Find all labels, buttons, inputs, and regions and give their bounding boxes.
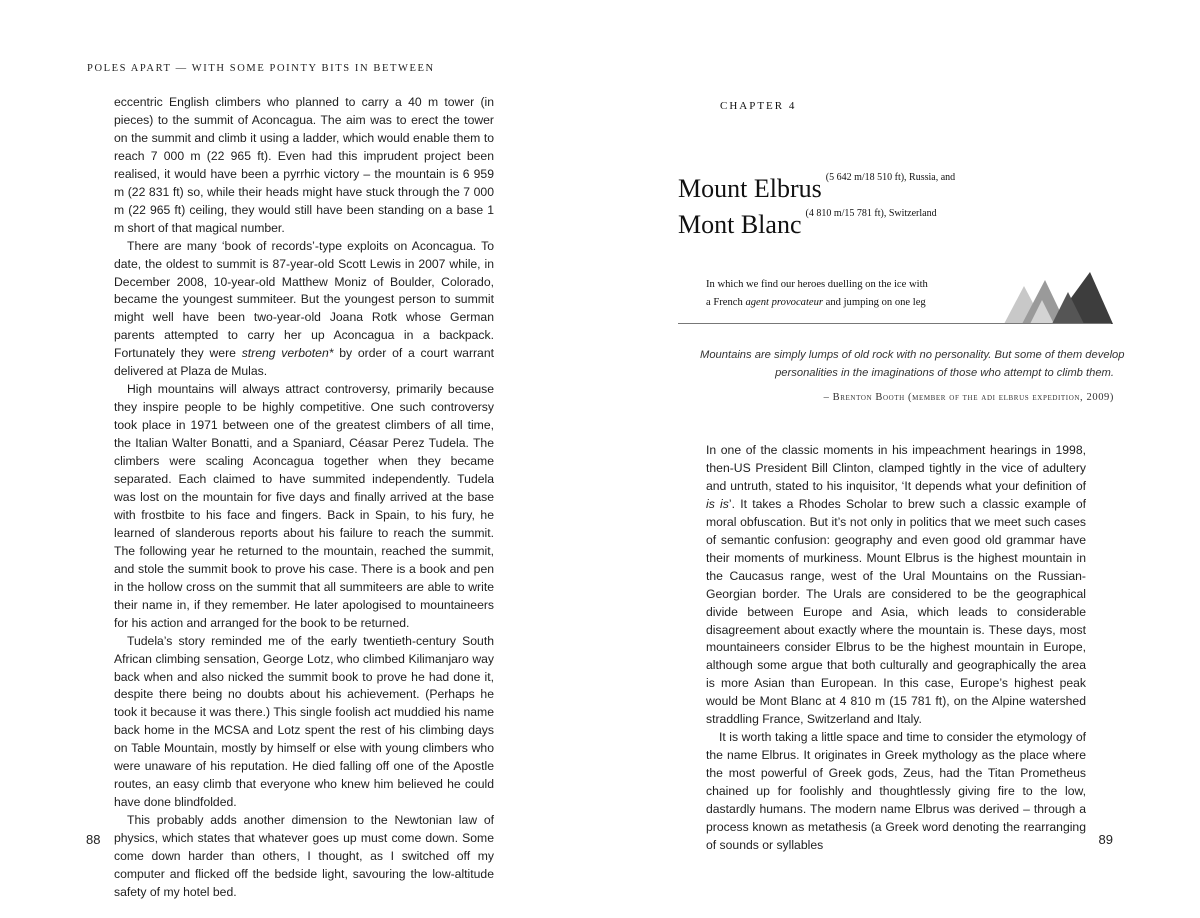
intro-line-2: a French agent provocateur and jumping on one leg — [706, 297, 926, 308]
italic-phrase: streng verboten* — [241, 346, 334, 361]
title-rule — [678, 323, 1111, 324]
chapter-title-line-2 — [678, 210, 937, 240]
paragraph: Tudela’s story reminded me of the early twentieth-century South African climbing sensation, George Lotz, who climbed Kilimanjaro way back when and also nicked the summit book to prove he had done it, despite there being no doubts about his achievement. (Perhaps he took it because it was there.) This single foolish act muddied his name back home in the MCSA and Lotz spent the rest of his climbing days on Table Mountain, mostly by himself or else with young climbers who were unaware of his reputation. He died falling off one of the Apostle routes, an easy climb that everyone who knew him believed he could have done blindfolded. — [114, 633, 494, 810]
chapter-label: CHAPTER 4 — [720, 100, 797, 112]
paragraph: There are many ‘book of records’-type exploits on Aconcagua. To date, the oldest to summit is 87-year-old Scott Lewis in 2007 while, in December 2008, 10-year-old Matthew Moniz of Boulder, Colorado, became the youngest summiteer. But the youngest person to summit might well have been two-year-old Joana Rotk whose German parents attempted to carry her up Aconcagua in a backpack. Fortunately they were streng verboten* by order of a court warrant delivered at Plaza de Mulas. — [114, 238, 494, 379]
left-body-text — [114, 94, 494, 902]
intro-line-1: In which we find our heroes duelling on the ice with — [706, 279, 928, 290]
mont-blanc-detail: (4 810 m/15 781 ft), Switzerland — [805, 208, 937, 219]
chapter-title-mont-blanc: Mont Blanc — [678, 210, 802, 239]
paragraph: eccentric English climbers who planned to carry a 40 m tower (in pieces) to the summit of Aconcagua. The aim was to erect the tower on the summit and climb it using a ladder, which would enable them to reach 7 000 m (22 965 ft). Even had this imprudent project been realised, it would have been a pyrrhic victory – the mountain is 6 959 m (22 831 ft) so, while their heads might have stuck through the 7 000 m (22 965 ft) ceiling, they would still have been standing on a base 1 m short of that magical number. — [114, 95, 494, 235]
paragraph: High mountains will always attract controversy, primarily because they inspire people to be highly competitive. One such controversy took place in 1971 between one of the greatest climbers of all time, the Italian Walter Bonatti, and a Spaniard, Céasar Perez Tudela. The climbers were scaling Aconcagua together when they became separated. Each claimed to have summited independently. Tudela was lost on the mountain for five days and finally arrived at the base with frostbite to his face and fingers. Back in Spain, to his fury, he learned of slanderous reports about his failure to reach the summit. The following year he returned to the mountain, reached the summit, and stole the summit book to prove his case. There is a book and pen in the hollow cross on the summit that all summiteers are able to write their name in, if they remember. He later apologised to mountaineers for his action and arranged for the book to be returned. — [114, 382, 494, 630]
epigraph — [700, 347, 1125, 382]
running-head: POLES APART — WITH SOME POINTY BITS IN BETWEEN — [87, 63, 435, 74]
paragraph: This probably adds another dimension to the Newtonian law of physics, which states that whatever goes up must come down. Some come down harder than others, I thought, as I switched off my computer and flicked off the bedside light, savouring the low-altitude safety of my hotel bed. — [114, 813, 494, 899]
chapter-title-line-1 — [678, 174, 955, 204]
chapter-intro — [706, 276, 976, 312]
right-page — [600, 0, 1200, 918]
paragraph: It is worth taking a little space and time to consider the etymology of the name Elbrus. It originates in Greek mythology as the place where the most powerful of Greek gods, Zeus, had the Titan Prometheus chained up for foolishly and thoughtlessly giving fire to the low, dastardly humans. The modern name Elbrus was derived – through a process known as metathesis (a Greek word denoting the rearranging of sounds or syllables — [706, 730, 1086, 852]
page-number-left: 88 — [86, 832, 101, 847]
epigraph-line: personalities in the imaginations of those who attempt to climb them. — [775, 366, 1114, 379]
chapter-title-elbrus: Mount Elbrus — [678, 174, 822, 203]
epigraph-line: Mountains are simply lumps of old rock with no personality. But some of them develop — [700, 349, 1125, 361]
elbrus-detail: (5 642 m/18 510 ft), Russia, and — [825, 172, 956, 183]
paragraph: In one of the classic moments in his impeachment hearings in 1998, then-US President Bill Clinton, clamped tightly in the vice of adultery and untruth, stated to his inquisitor, ‘It depends what your definition of is is’. It takes a Rhodes Scholar to brew such a classic example of moral obfuscation. But it’s not only in politics that we meet such cases of semantic confusion: geography and even good old grammar have their moments of murkiness. Mount Elbrus is the highest mountain in the Caucasus range, west of the Ural Mountains on the Russian-Georgian border. The Urals are considered to be the geographical divide between Europe and Asia, which leads to considerable disagreement about exactly where the mountain is. These days, most mountaineers consider Elbrus to be the highest mountain in Europe, although some argue that both culturally and geographically the area is more Asian than European. In this case, Europe’s highest peak would be Mont Blanc at 4 810 m (15 781 ft), on the Alpine watershed straddling France, Switzerland and Italy. — [706, 443, 1086, 727]
italic-phrase: is is — [706, 496, 729, 511]
mountain-peaks-icon — [1000, 270, 1115, 326]
epigraph-attribution: – Brenton Booth (member of the adi elbrus expedition, 2009) — [823, 392, 1114, 403]
right-body-text — [706, 442, 1086, 855]
page-number-right: 89 — [1098, 832, 1113, 847]
